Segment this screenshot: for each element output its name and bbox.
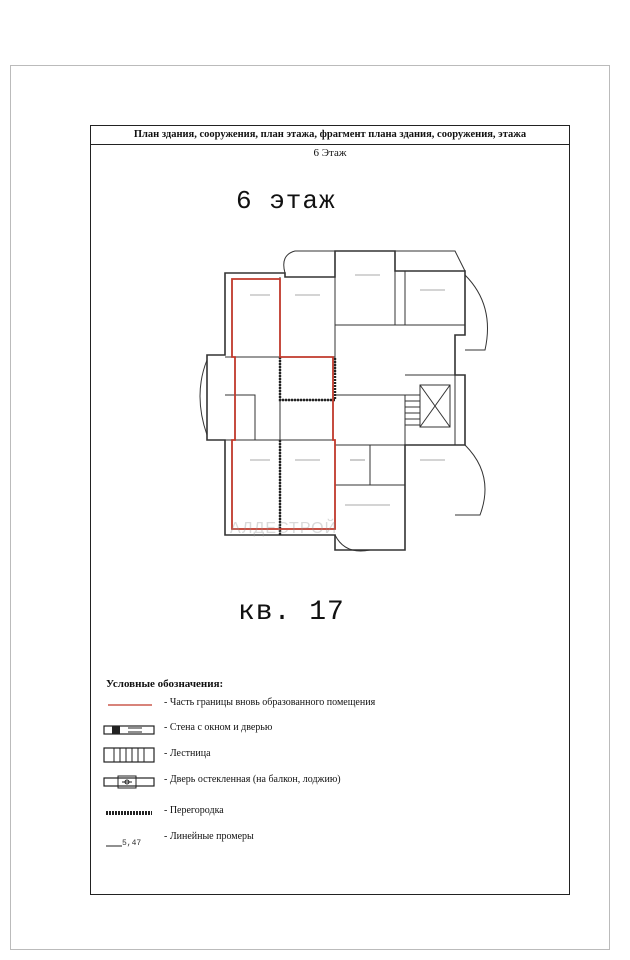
glazed-door-icon [100,770,158,792]
legend-item-dimension [100,827,560,849]
legend-text: - Линейные промеры [164,831,254,842]
dimension-sample: 5,47 [122,839,142,848]
legend-text: - Дверь остекленная (на балкон, лоджию) [164,774,341,785]
document-subtitle: 6 Этаж [313,147,347,159]
legend-item-glazed-door [100,770,560,792]
legend-text: - Лестница [164,748,211,759]
legend-text: - Перегородка [164,805,224,816]
document-title: План здания, сооружения, план этажа, фрагмент плана здания, сооружения, этажа [91,126,569,145]
stairs-icon [100,744,158,766]
wall-window-door-icon [100,718,158,740]
legend-item-stairs [100,744,560,766]
red-boundary-line-icon [100,693,158,715]
legend-text: - Часть границы вновь образованного помещения [164,697,376,708]
apartment-label: кв. 17 [238,597,345,628]
floor-label: 6 этаж [236,186,336,216]
legend-text: - Стена с окном и дверью [164,722,273,733]
floor-plan-drawing [195,245,505,555]
legend-item-partition [100,801,560,823]
legend-item-wall [100,718,560,740]
watermark: АЛДЕСТРОЙ [230,520,338,537]
legend-title: Условные обозначения: [106,678,224,690]
legend-item-boundary [100,693,560,715]
partition-icon [100,801,158,823]
